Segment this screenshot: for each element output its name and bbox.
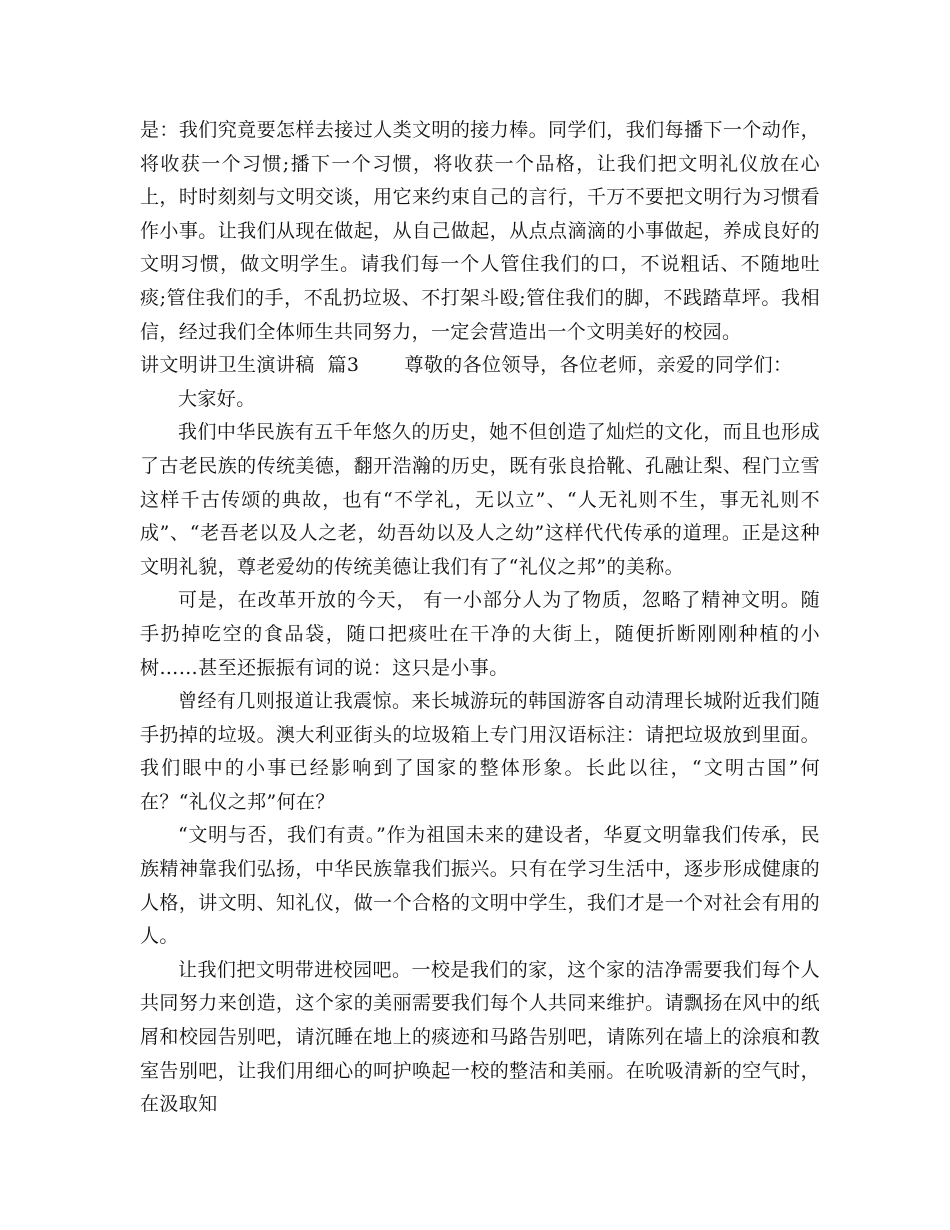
paragraph-history: 我们中华民族有五千年悠久的历史，她不但创造了灿烂的文化，而且也形成了古老民族的传统美德，翻开浩瀚的历史，既有张良拾靴、孔融让梨、程门立雪这样千古传颂的典故，也有“不学礼，无以立”、“人无礼则不生，事无礼则不成”、“老吾老以及人之老，幼吾幼以及人之幼”这样代代传承的道理。正是这种文明礼貌，尊老爱幼的传统美德让我们有了“礼仪之邦”的美称。	[140, 421, 820, 578]
speech-heading-line: 讲文明讲卫生演讲稿 篇3 尊敬的各位领导，各位老师，亲爱的同学们：	[140, 354, 793, 377]
paragraph-continuation: 是：我们究竟要怎样去接过人类文明的接力棒。同学们，我们每播下一个动作，将收获一个习惯;播下一个习惯，将收获一个品格，让我们把文明礼仪放在心上，时时刻刻与文明交谈，用它来约束自己的言行，千万不要把文明行为习惯看作小事。让我们从现在做起，从自己做起，从点点滴滴的小事做起，养成良好的文明习惯，做文明学生。请我们每一个人管住我们的口，不说粗话、不随地吐痰;管住我们的手，不乱扔垃圾、不打架斗殴;管住我们的脚，不践踏草坪。我相信，经过我们全体师生共同努力，一定会营造出一个文明美好的校园。	[140, 119, 820, 343]
paragraph-reform: 可是，在改革开放的今天， 有一小部分人为了物质，忽略了精神文明。随手扔掉吃空的食品袋，随口把痰吐在干净的大街上，随便折断刚刚种植的小树……甚至还振振有词的说：这只是小事。	[140, 589, 820, 679]
document-body	[140, 114, 820, 1122]
paragraph-campus: 让我们把文明带进校园吧。一校是我们的家，这个家的洁净需要我们每个人共同努力来创造，这个家的美丽需要我们每个人共同来维护。请飘扬在风中的纸屑和校园告别吧，请沉睡在地上的痰迹和马路告别吧，请陈列在墙上的涂痕和教室告别吧，让我们用细心的呵护唤起一校的整洁和美丽。在吮吸清新的空气时，在汲取知	[140, 958, 820, 1116]
paragraph-reports: 曾经有几则报道让我震惊。来长城游玩的韩国游客自动清理长城附近我们随手扔掉的垃圾。澳大利亚街头的垃圾箱上专门用汉语标注：请把垃圾放到里面。我们眼中的小事已经影响到了国家的整体形象。长此以往，“文明古国”何在？“礼仪之邦”何在？	[140, 690, 820, 813]
greeting-paragraph: 大家好。	[178, 387, 256, 410]
paragraph-responsibility: “文明与否，我们有责。”作为祖国未来的建设者，华夏文明靠我们传承，民族精神靠我们弘扬，中华民族靠我们振兴。只有在学习生活中，逐步形成健康的人格，讲文明、知礼仪，做一个合格的文明中学生，我们才是一个对社会有用的人。	[140, 824, 820, 948]
